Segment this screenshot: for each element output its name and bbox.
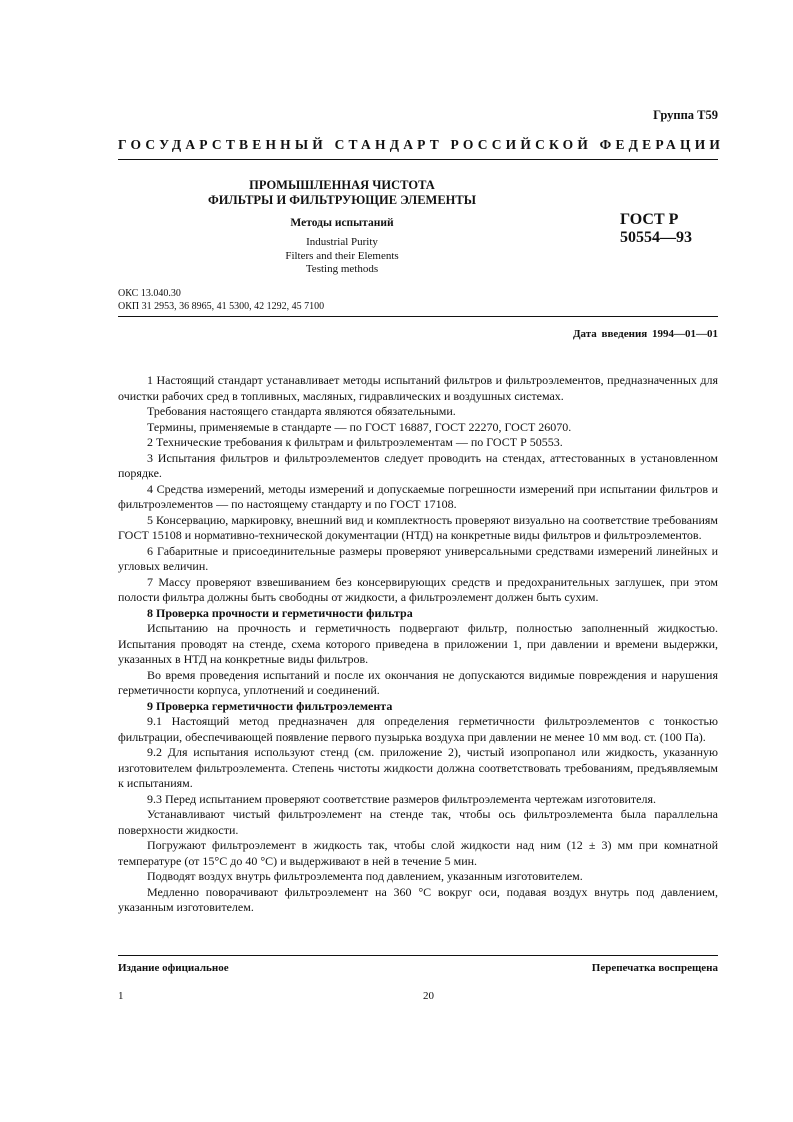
document-body bbox=[118, 373, 718, 916]
state-standard-heading: ГОСУДАРСТВЕННЫЙ СТАНДАРТ РОССИЙСКОЙ ФЕДЕРАЦИИ bbox=[118, 137, 725, 152]
paragraph: 7 Массу проверяют взвешиванием без консервирующих средств и предохранительных заглушек, при этом полости фильтра должны быть свободны от жидкости, а фильтроэлемент должен быть сухим. bbox=[118, 574, 718, 604]
paragraph: Подводят воздух внутрь фильтроэлемента под давлением, указанным изготовителем. bbox=[147, 869, 583, 883]
english-title-line-2: Filters and their Elements bbox=[285, 249, 399, 262]
paragraph: 4 Средства измерений, методы измерений и допускаемые погрешности измерений при испытании фильтров и фильтроэлементов — по настоящему стандарту и по ГОСТ 17108. bbox=[118, 481, 718, 511]
english-title bbox=[118, 236, 566, 277]
classification-codes bbox=[118, 288, 324, 313]
paragraph: 3 Испытания фильтров и фильтроэлементов следует проводить на стендах, аттестованных в установленном порядке. bbox=[118, 450, 718, 480]
footer-rule bbox=[118, 955, 718, 956]
group-code: Группа Т59 bbox=[653, 108, 718, 122]
paragraph: 2 Технические требования к фильтрам и фильтроэлементам — по ГОСТ Р 50553. bbox=[147, 435, 563, 449]
okp-code: ОКП 31 2953, 36 8965, 41 5300, 42 1292, 45 7100 bbox=[118, 300, 325, 312]
paragraph: Термины, применяемые в стандарте — по ГОСТ 16887, ГОСТ 22270, ГОСТ 26070. bbox=[147, 419, 572, 434]
paragraph: Испытанию на прочность и герметичность подвергают фильтр, полностью заполненный жидкостью. Испытания проводят на стенде, схема которого приведена в приложении 1, при давлении и времени выдержки, указанных в НТД на конкретные виды фильтров. bbox=[118, 621, 718, 666]
paragraph: 9.3 Перед испытанием проверяют соответствие размеров фильтроэлемента чертежам изготовителя. bbox=[147, 791, 656, 806]
gost-line-2: 50554—93 bbox=[620, 229, 692, 246]
paragraph: 6 Габаритные и присоединительные размеры проверяют универсальными средствами измерений линейных и угловых величин. bbox=[118, 543, 718, 573]
header-rule bbox=[118, 159, 718, 160]
paragraph: Медленно поворачивают фильтроэлемент на 360 °С вокруг оси, подавая воздух внутрь под давлением, указанным изготовителем. bbox=[118, 884, 718, 914]
paragraph: 1 Настоящий стандарт устанавливает методы испытаний фильтров и фильтроэлементов, предназначенных для очистки рабочих сред в топливных, масляных, гидравлических и воздушных системах. bbox=[118, 373, 718, 403]
page-number-center: 20 bbox=[423, 990, 434, 1002]
codes-rule bbox=[118, 316, 718, 317]
reprint-notice: Перепечатка воспрещена bbox=[591, 962, 718, 974]
title-line-2: ФИЛЬТРЫ И ФИЛЬТРУЮЩИЕ ЭЛЕМЕНТЫ bbox=[207, 193, 477, 207]
english-title-line-3: Testing methods bbox=[305, 263, 379, 275]
subtitle: Методы испытаний bbox=[290, 217, 394, 229]
paragraph: Погружают фильтроэлемент в жидкость так, чтобы слой жидкости над ним (12 ± 3) мм при комнатной температуре (от 15°С до 40 °С) и выдерживают в ней в течение 5 мин. bbox=[118, 838, 718, 868]
oks-code: ОКС 13.040.30 bbox=[118, 288, 181, 299]
paragraph: 9.1 Настоящий метод предназначен для определения герметичности фильтроэлементов с тонкостью фильтрации, обеспечивающей появление первого пузырька воздуха при давлении не менее 10 мм вод. ст. (100 Па). bbox=[118, 714, 718, 744]
title-block bbox=[118, 178, 566, 277]
edition-label: Издание официальное bbox=[118, 962, 229, 974]
section-heading: 8 Проверка прочности и герметичности фильтра bbox=[147, 605, 413, 620]
paragraph: 9.2 Для испытания используют стенд (см. приложение 2), чистый изопропанол или жидкость, указанную изготовителем фильтроэлемента. Степень чистоты жидкости должна соответствовать требованиям, предъявляемым к испытаниям. bbox=[118, 745, 718, 790]
paragraph: 5 Консервацию, маркировку, внешний вид и комплектность проверяют визуально на соответствие требованиям ГОСТ 15108 и нормативно-технической документации (НТД) на конкретные виды фильтров и фильтроэлементов. bbox=[118, 512, 718, 542]
gost-designation bbox=[620, 211, 692, 247]
page-number-left: 1 bbox=[118, 990, 124, 1002]
gost-line-1: ГОСТ Р bbox=[620, 211, 679, 228]
introduction-date: Дата введения 1994—01—01 bbox=[572, 328, 718, 340]
paragraph: Во время проведения испытаний и после их окончания не допускаются видимые повреждения и нарушения герметичности корпуса, уплотнений и соединений. bbox=[118, 667, 718, 697]
section-heading: 9 Проверка герметичности фильтроэлемента bbox=[147, 698, 393, 713]
english-title-line-1: Industrial Purity bbox=[306, 236, 378, 248]
paragraph: Требования настоящего стандарта являются обязательными. bbox=[147, 404, 456, 418]
title-line-1: ПРОМЫШЛЕННАЯ ЧИСТОТА bbox=[249, 178, 435, 192]
paragraph: Устанавливают чистый фильтроэлемент на стенде так, чтобы ось фильтроэлемента была параллельна поверхности жидкости. bbox=[118, 807, 718, 837]
